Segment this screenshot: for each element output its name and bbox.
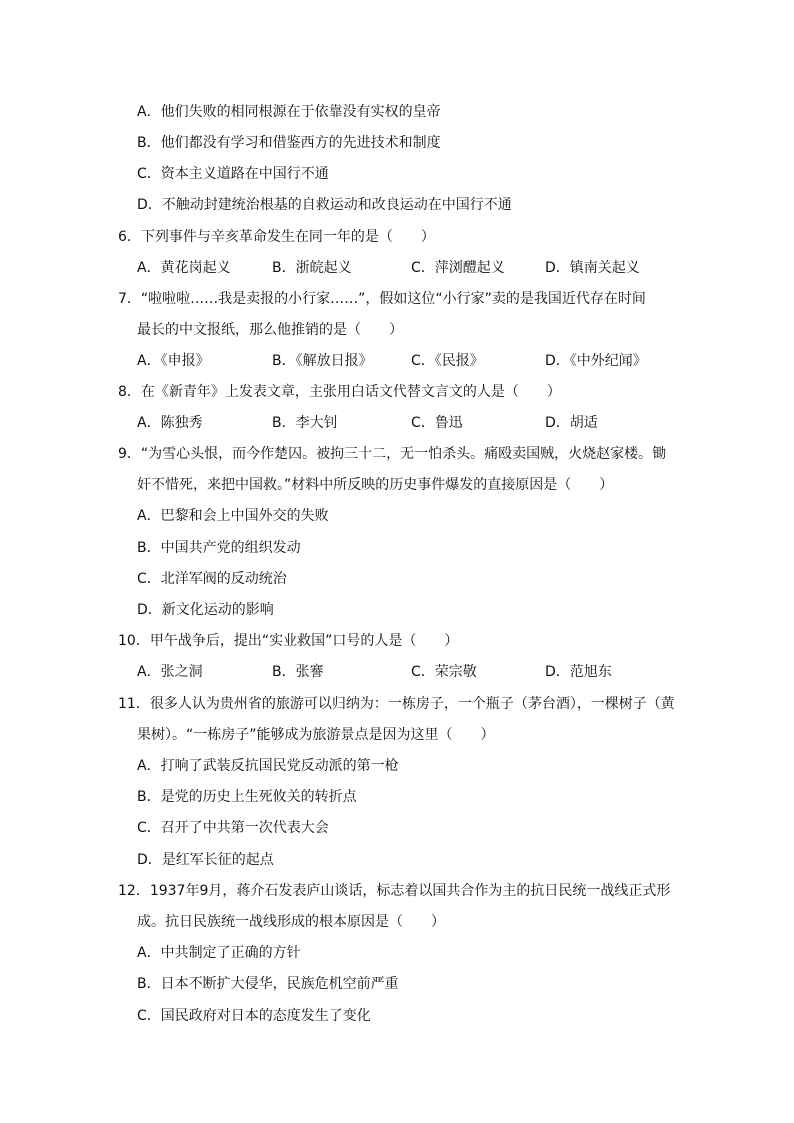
q5-option-b: B．他们都没有学习和借鉴西方的先进技术和制度 bbox=[137, 135, 441, 151]
q12-option-c: C．国民政府对日本的态度发生了变化 bbox=[137, 1008, 371, 1024]
q11-option-d: D．是红军长征的起点 bbox=[137, 852, 274, 868]
q8-stem: 8．在《新青年》上发表文章，主张用白话文代替文言文的人是（ ） bbox=[118, 384, 561, 400]
q9-option-a: A．巴黎和会上中国外交的失败 bbox=[137, 508, 329, 524]
q7-option-d: D．《中外纪闻》 bbox=[545, 353, 647, 369]
q12-option-b: B．日本不断扩大侵华，民族危机空前严重 bbox=[137, 976, 399, 992]
q12-stem-line1: 12．1937年9月，蒋介石发表庐山谈话，标志着以国共合作为主的抗日民统一战线正式形 bbox=[118, 883, 671, 899]
q10-option-c: C．荣宗敬 bbox=[411, 664, 477, 680]
q8-option-d: D．胡适 bbox=[545, 415, 598, 431]
q8-option-a: A．陈独秀 bbox=[137, 415, 203, 431]
q6-option-d: D．镇南关起义 bbox=[545, 260, 640, 276]
q6-option-c: C．萍浏醴起义 bbox=[411, 260, 505, 276]
q11-option-a: A．打响了武装反抗国民党反动派的第一枪 bbox=[137, 758, 399, 774]
q10-option-d: D．范旭东 bbox=[545, 664, 612, 680]
q7-option-b: B．《解放日报》 bbox=[272, 353, 373, 369]
q11-stem-line1: 11．很多人认为贵州省的旅游可以归纳为：一栋房子，一个瓶子（茅台酒），一棵树子（黄 bbox=[118, 696, 675, 712]
q9-option-c: C．北洋军阀的反动统治 bbox=[137, 571, 287, 587]
q5-option-d: D．不触动封建统治根基的自救运动和改良运动在中国行不通 bbox=[137, 197, 512, 213]
q10-stem: 10．甲午战争后，提出“实业救国”口号的人是（ ） bbox=[118, 633, 459, 649]
q9-option-b: B．中国共产党的组织发动 bbox=[137, 540, 301, 556]
q6-option-b: B．浙皖起义 bbox=[272, 260, 352, 276]
q12-option-a: A．中共制定了正确的方针 bbox=[137, 945, 301, 961]
q10-option-a: A．张之洞 bbox=[137, 664, 203, 680]
q5-option-a: A．他们失败的相同根源在于依靠没有实权的皇帝 bbox=[137, 104, 441, 120]
q7-option-a: A．《申报》 bbox=[137, 353, 210, 369]
q6-option-a: A．黄花岗起义 bbox=[137, 260, 231, 276]
q9-stem-line1: 9．“为雪心头恨，而今作楚囚。被拘三十二，无一怕杀头。痛殴卖国贼，火烧赵家楼。锄 bbox=[118, 446, 667, 462]
q10-option-b: B．张謇 bbox=[272, 664, 324, 680]
q9-stem-line2: 奸不惜死，来把中国救。”材料中所反映的历史事件爆发的直接原因是（ ） bbox=[137, 477, 614, 493]
q9-option-d: D．新文化运动的影响 bbox=[137, 602, 274, 618]
q8-option-c: C．鲁迅 bbox=[411, 415, 463, 431]
q6-stem: 6．下列事件与辛亥革命发生在同一年的是（ ） bbox=[118, 229, 435, 245]
q7-option-c: C．《民报》 bbox=[411, 353, 484, 369]
q11-option-c: C．召开了中共第一次代表大会 bbox=[137, 820, 329, 836]
q12-stem-line2: 成。抗日民族统一战线形成的根本原因是（ ） bbox=[137, 914, 445, 930]
q7-stem-line1: 7．“啦啦啦……我是卖报的小行家……”，假如这位“小行家”卖的是我国近代存在时间 bbox=[118, 291, 646, 307]
q11-option-b: B．是党的历史上生死攸关的转折点 bbox=[137, 789, 357, 805]
q11-stem-line2: 果树）。“一栋房子”能够成为旅游景点是因为这里（ ） bbox=[137, 727, 495, 743]
q5-option-c: C．资本主义道路在中国行不通 bbox=[137, 166, 329, 182]
q7-stem-line2: 最长的中文报纸，那么他推销的是（ ） bbox=[137, 322, 403, 338]
q8-option-b: B．李大钊 bbox=[272, 415, 338, 431]
